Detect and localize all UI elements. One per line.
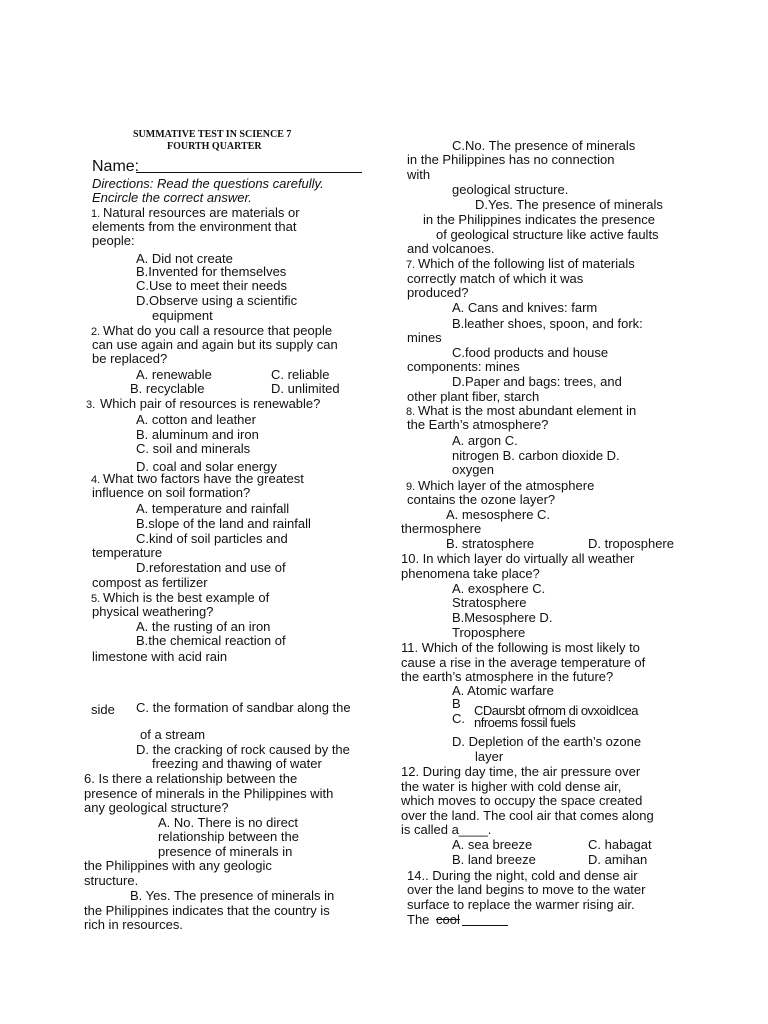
q10-option-c-cont: Stratosphere <box>452 595 527 610</box>
q5-option-d-cont: freezing and thawing of water <box>152 756 322 771</box>
q10-text: phenomena take place? <box>401 566 540 581</box>
q9-text: contains the ozone layer? <box>407 492 556 507</box>
q6-option-a-cont: presence of minerals in <box>158 844 293 859</box>
q6-option-d[interactable]: D.Yes. The presence of minerals <box>475 197 663 212</box>
test-title: SUMMATIVE TEST IN SCIENCE 7 <box>133 129 292 140</box>
q8-option-a[interactable]: A. argon C. <box>452 433 518 448</box>
q1-option-c[interactable]: C.Use to meet their needs <box>136 278 288 293</box>
q4-text: influence on soil formation? <box>92 485 251 500</box>
q3-option-d[interactable]: D. coal and solar energy <box>136 459 277 474</box>
q1-option-d-cont: equipment <box>152 308 213 323</box>
q7-option-b-cont: mines <box>407 330 442 345</box>
q7-text: correctly match of which it was <box>407 271 584 286</box>
q9-option-b[interactable]: B. stratosphere <box>446 536 535 551</box>
q2-number: 2. <box>91 326 101 338</box>
directions-line-1: Directions: Read the questions carefully. <box>92 176 324 191</box>
q3-option-b[interactable]: B. aluminum and iron <box>136 427 259 442</box>
q8-text: the Earth’s atmosphere? <box>407 417 549 432</box>
q6-option-a-cont: relationship between the <box>158 829 299 844</box>
q5-option-c[interactable]: C. the formation of sandbar along the <box>136 700 351 715</box>
q2-text: be replaced? <box>92 351 168 366</box>
q4-option-d-cont: compost as fertilizer <box>92 575 208 590</box>
q5-option-a[interactable]: A. the rusting of an iron <box>136 619 271 634</box>
q6-text: presence of minerals in the Philippines with <box>84 786 334 801</box>
q5-option-d[interactable]: D. the cracking of rock caused by the <box>136 742 350 757</box>
q12-text: the water is higher with cold dense air, <box>401 779 622 794</box>
q6-option-d-cont: in the Philippines indicates the presence <box>423 212 655 227</box>
q3-option-c[interactable]: C. soil and minerals <box>136 441 251 456</box>
q9-text: Which layer of the atmosphere <box>418 478 595 493</box>
q1-text: people: <box>92 233 135 248</box>
q12-text: 12. During day time, the air pressure over <box>401 764 641 779</box>
q5-option-c-cont: of a stream <box>140 727 206 742</box>
q11-option-d[interactable]: D. Depletion of the earth’s ozone <box>452 734 642 749</box>
q9-option-a[interactable]: A. mesosphere C. <box>446 507 551 522</box>
q5-text: physical weathering? <box>92 604 214 619</box>
q11-option-c[interactable]: C. <box>452 711 465 726</box>
q9-number: 9. <box>406 481 416 493</box>
q4-text: What two factors have the greatest <box>103 471 304 486</box>
q11-option-b[interactable]: B <box>452 696 461 711</box>
q3-text: Which pair of resources is renewable? <box>100 396 321 411</box>
q14-struck-word: cool <box>436 912 460 927</box>
q4-option-d[interactable]: D.reforestation and use of <box>136 560 286 575</box>
q4-number: 4. <box>91 474 101 486</box>
q7-option-d[interactable]: D.Paper and bags: trees, and <box>452 374 622 389</box>
q6-option-c-cont: with <box>407 167 431 182</box>
q6-option-c-cont: in the Philippines has no connection <box>407 152 615 167</box>
q14-text: The <box>407 912 430 927</box>
q8-number: 8. <box>406 406 416 418</box>
q11-option-a[interactable]: A. Atomic warfare <box>452 683 554 698</box>
q5-side-fragment: side <box>91 702 115 717</box>
q9-option-d[interactable]: D. troposphere <box>588 536 674 551</box>
q12-text: over the land. The cool air that comes along <box>401 808 654 823</box>
q6-text: any geological structure? <box>84 800 229 815</box>
q14-blank-line[interactable] <box>462 925 508 926</box>
q10-text: 10. In which layer do virtually all weather <box>401 551 635 566</box>
q12-text: is called a____. <box>401 822 492 837</box>
q7-option-d-cont: other plant fiber, starch <box>407 389 540 404</box>
q12-option-b[interactable]: B. land breeze <box>452 852 536 867</box>
q6-option-d-cont: of geological structure like active faults <box>436 227 659 242</box>
q4-option-b[interactable]: B.slope of the land and rainfall <box>136 516 311 531</box>
q12-option-a[interactable]: A. sea breeze <box>452 837 533 852</box>
name-blank-line[interactable] <box>136 172 362 173</box>
q10-option-a[interactable]: A. exosphere C. <box>452 581 546 596</box>
q8-option-d-cont: oxygen <box>452 462 494 477</box>
q1-option-b[interactable]: B.Invented for themselves <box>136 264 287 279</box>
q14-text: 14.. During the night, cold and dense air <box>407 868 638 883</box>
q10-option-d-cont: Troposphere <box>452 625 526 640</box>
q2-option-a[interactable]: A. renewable <box>136 367 212 382</box>
q2-text: can use again and again but its supply can <box>92 337 338 352</box>
q1-text: elements from the environment that <box>92 219 297 234</box>
q6-option-b[interactable]: B. Yes. The presence of minerals in <box>130 888 335 903</box>
q11-text: 11. Which of the following is most likely to <box>401 640 640 655</box>
q11-option-d-cont: layer <box>475 749 504 764</box>
q7-option-c[interactable]: C.food products and house <box>452 345 609 360</box>
q6-option-a-cont: the Philippines with any geologic <box>84 858 272 873</box>
q8-text: What is the most abundant element in <box>418 403 637 418</box>
q11-overlapping-text: nfroems fossil fuels <box>474 715 576 730</box>
q7-option-b[interactable]: B.leather shoes, spoon, and fork: <box>452 316 643 331</box>
q2-option-d[interactable]: D. unlimited <box>271 381 340 396</box>
q1-number: 1. <box>91 208 101 220</box>
q6-option-c[interactable]: C.No. The presence of minerals <box>452 138 636 153</box>
q5-text: Which is the best example of <box>103 590 270 605</box>
q12-option-d[interactable]: D. amihan <box>588 852 648 867</box>
q7-option-c-cont: components: mines <box>407 359 520 374</box>
name-label: Name: <box>92 158 140 175</box>
q5-number: 5. <box>91 593 101 605</box>
q9-option-c-cont: thermosphere <box>401 521 482 536</box>
q5-option-b[interactable]: B.the chemical reaction of <box>136 633 286 648</box>
q6-option-b-cont: the Philippines indicates that the country is <box>84 903 330 918</box>
q14-text: surface to replace the warmer rising air. <box>407 897 635 912</box>
q14-text: over the land begins to move to the water <box>407 882 646 897</box>
q1-option-d[interactable]: D.Observe using a scientific <box>136 293 298 308</box>
q11-text: cause a rise in the average temperature of <box>401 655 646 670</box>
q4-option-a[interactable]: A. temperature and rainfall <box>136 501 290 516</box>
q8-options-cont[interactable]: nitrogen B. carbon dioxide D. <box>452 448 620 463</box>
q2-text: What do you call a resource that people <box>103 323 333 338</box>
q6-option-c-cont: geological structure. <box>452 182 569 197</box>
q7-option-a[interactable]: A. Cans and knives: farm <box>452 300 598 315</box>
q10-option-b[interactable]: B.Mesosphere D. <box>452 610 553 625</box>
q3-number: 3. <box>86 399 96 411</box>
q6-option-a-cont: structure. <box>84 873 139 888</box>
test-quarter: FOURTH QUARTER <box>167 141 262 152</box>
q12-text: which moves to occupy the space created <box>401 793 643 808</box>
q11-text: the earth’s atmosphere in the future? <box>401 669 614 684</box>
q1-text: Natural resources are materials or <box>103 205 300 220</box>
q3-option-a[interactable]: A. cotton and leather <box>136 412 256 427</box>
q1-option-a[interactable]: A. Did not create <box>136 251 233 266</box>
q11-overlapping-text: CDaursbt ofrnom di ovxoidIcea <box>474 703 638 718</box>
q7-text: produced? <box>407 285 469 300</box>
q4-option-c-cont: temperature <box>92 545 163 560</box>
q7-text: Which of the following list of materials <box>418 256 635 271</box>
q2-option-c[interactable]: C. reliable <box>271 367 330 382</box>
q7-number: 7. <box>406 259 416 271</box>
q6-option-a[interactable]: A. No. There is no direct <box>158 815 298 830</box>
q6-text: 6. Is there a relationship between the <box>84 771 298 786</box>
q2-option-b[interactable]: B. recyclable <box>130 381 205 396</box>
directions-line-2: Encircle the correct answer. <box>92 190 252 205</box>
q6-option-b-cont: rich in resources. <box>84 917 183 932</box>
q4-option-c[interactable]: C.kind of soil particles and <box>136 531 288 546</box>
q12-option-c[interactable]: C. habagat <box>588 837 652 852</box>
q5-option-b-cont: limestone with acid rain <box>92 649 228 664</box>
q6-option-d-cont: and volcanoes. <box>407 241 495 256</box>
